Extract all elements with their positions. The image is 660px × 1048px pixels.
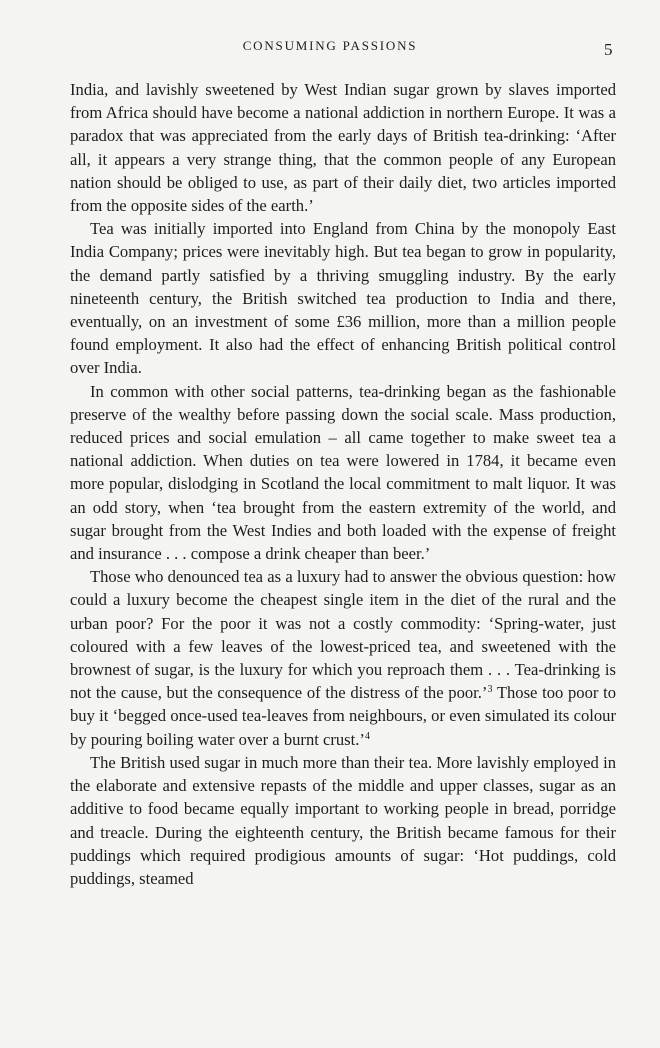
paragraph-4 (70, 565, 616, 751)
footnote-marker-3[interactable]: 3 (487, 684, 493, 696)
paragraph-4-part-2: Those too poor to buy it ‘begged once-used tea-leaves from neighbours, or even simulated its colour by pouring boiling water over a burnt crust.’ (70, 683, 617, 749)
paragraph-1: India, and lavishly sweetened by West Indian sugar grown by slaves imported from Africa should have become a national addiction in northern Europe. It was a paradox that was appreciated from the early days of British tea-drinking: ‘After all, it appears a very strange thing, that the common people of any European nation should be obliged to use, as part of their daily diet, two articles imported from the opposite sides of the earth.’ (70, 80, 616, 216)
paragraph-2: Tea was initially imported into England from China by the monopoly East India Company; prices were inevitably high. But tea began to grow in popularity, the demand partly satisfied by a thriving smuggling industry. By the early nineteenth century, the British switched tea production to India and there, eventually, on an investment of some £36 million, more than a million people found employment. It also had the effect of enhancing British political control over India. (70, 219, 616, 378)
paragraph-3: In common with other social patterns, tea-drinking began as the fashionable preserve of the wealthy before passing down the social scale. Mass production, reduced prices and social emulation – all came together to make sweet tea a national addiction. When duties on tea were lowered in 1784, it became even more popular, dislodging in Scotland the local commitment to malt liquor. It was an odd story, when ‘tea brought from the eastern extremity of the world, and sugar brought from the West Indies and both loaded with the expense of freight and insurance . . . compose a drink cheaper than beer.’ (70, 381, 616, 564)
footnote-marker-4[interactable]: 4 (364, 730, 370, 742)
paragraph-5: The British used sugar in much more than their tea. More lavishly employed in the elaborate and extensive repasts of the middle and upper classes, sugar as an additive to food became equally important to working people in bread, porridge and treacle. During the eighteenth century, the British became famous for their puddings which required prodigious amounts of sugar: ‘Hot puddings, cold puddings, steamed (70, 752, 616, 888)
page-number: 5 (604, 40, 613, 59)
running-head: CONSUMING PASSIONS (242, 38, 418, 53)
paragraph-4-part-1: Those who denounced tea as a luxury had to answer the obvious question: how could a luxury become the cheapest single item in the diet of the rural and the urban poor? For the poor it was not a costly commodity: ‘Spring-water, just coloured with a few leaves of the lowest-priced tea, and sweetened with the brownest of sugar, is the luxury for which you reproach them . . . Tea-drinking is not the cause, but the consequence of the distress of the poor.’ (70, 567, 616, 703)
body-text (70, 78, 616, 890)
